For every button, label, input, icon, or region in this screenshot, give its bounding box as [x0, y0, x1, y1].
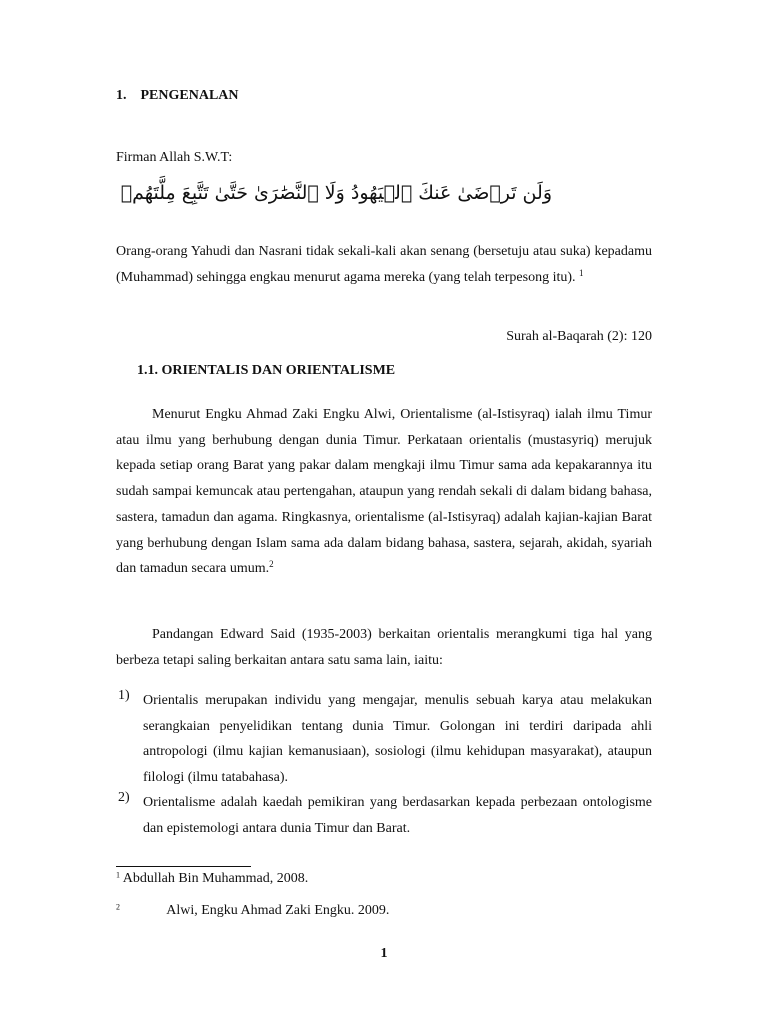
list-item — [118, 688, 652, 790]
subsection-heading — [137, 363, 395, 379]
list-item-number: 1) — [118, 688, 130, 703]
list-item-text: Orientalisme adalah kaedah pemikiran yang berdasarkan kepada perbezaan ontologisme dan epistemologi antara dunia Timur dan Barat. — [143, 795, 652, 836]
footnote-1 — [116, 871, 308, 887]
footnote-ref-2: 2 — [269, 559, 274, 570]
section-title: PENGENALAN — [140, 88, 239, 103]
footnote-mark: 2 — [116, 902, 120, 912]
footnote-separator — [116, 866, 251, 867]
verse-translation — [116, 239, 652, 290]
paragraph-1-text: Menurut Engku Ahmad Zaki Engku Alwi, Orientalisme (al-Istisyraq) ialah ilmu Timur atau ilmu yang berhubung dengan dunia Timur. Perkataan orientalis (mustasyriq) merujuk kepada setiap orang Barat yang pakar dalam mengkaji ilmu Timur sama ada kepakarannya itu sudah sampai kemuncak atau pertengahan, ataupun yang rendah sekali di dalam bidang bahasa, sastera, tamadun dan agama. Ringkasnya, orientalisme (al-Istisyraq) adalah kajian-kajian Barat yang berhubung dengan Islam sama ada dalam bidang bahasa, sastera, sejarah, akidah, syariah dan tamadun secara umum. — [116, 407, 652, 577]
list-item-text: Orientalis merupakan individu yang mengajar, menulis sebuah karya atau melakukan serangkaian penyelidikan tentang dunia Timur. Golongan ini terdiri daripada ahli antropologi (ilmu kajian kemanusiaan), sosiologi (ilmu kehidupan masyarakat), ataupun filologi (ilmu tatabahasa). — [143, 693, 652, 785]
paragraph-edward-said: Pandangan Edward Said (1935-2003) berkaitan orientalis merangkumi tiga hal yang berbeza tetapi saling berkaitan antara satu sama lain, iaitu: — [116, 627, 652, 668]
firman-label: Firman Allah S.W.T: — [116, 150, 233, 165]
footnote-text: Abdullah Bin Muhammad, 2008. — [122, 871, 309, 886]
subsection-title: ORIENTALIS DAN ORIENTALISME — [161, 363, 396, 378]
list-item — [118, 790, 652, 841]
footnote-2 — [116, 903, 389, 919]
numbered-list — [118, 688, 652, 841]
footnote-mark: 1 — [116, 870, 120, 880]
section-number: 1. — [116, 88, 127, 103]
paragraph-orientalisme — [116, 402, 652, 582]
verse-citation: Surah al-Baqarah (2): 120 — [506, 329, 652, 344]
footnote-text: Alwi, Engku Ahmad Zaki Engku. 2009. — [166, 903, 390, 918]
list-item-number: 2) — [118, 790, 130, 805]
footnote-ref-1: 1 — [579, 267, 584, 278]
page-number: 1 — [380, 946, 388, 961]
section-heading — [116, 88, 239, 104]
subsection-number: 1.1. — [137, 363, 158, 378]
arabic-verse: وَلَن تَرۡضَىٰ عَنكَ ٱلۡيَهُودُ وَلَا ٱلنَّصَٰرَىٰ حَتَّىٰ تَتَّبِعَ مِلَّتَهُمۡ — [120, 182, 552, 204]
translation-text: Orang-orang Yahudi dan Nasrani tidak sekali-kali akan senang (bersetuju atau suka) kepadamu (Muhammad) sehingga engkau menurut agama mereka (yang telah terpesong itu). — [116, 244, 652, 285]
